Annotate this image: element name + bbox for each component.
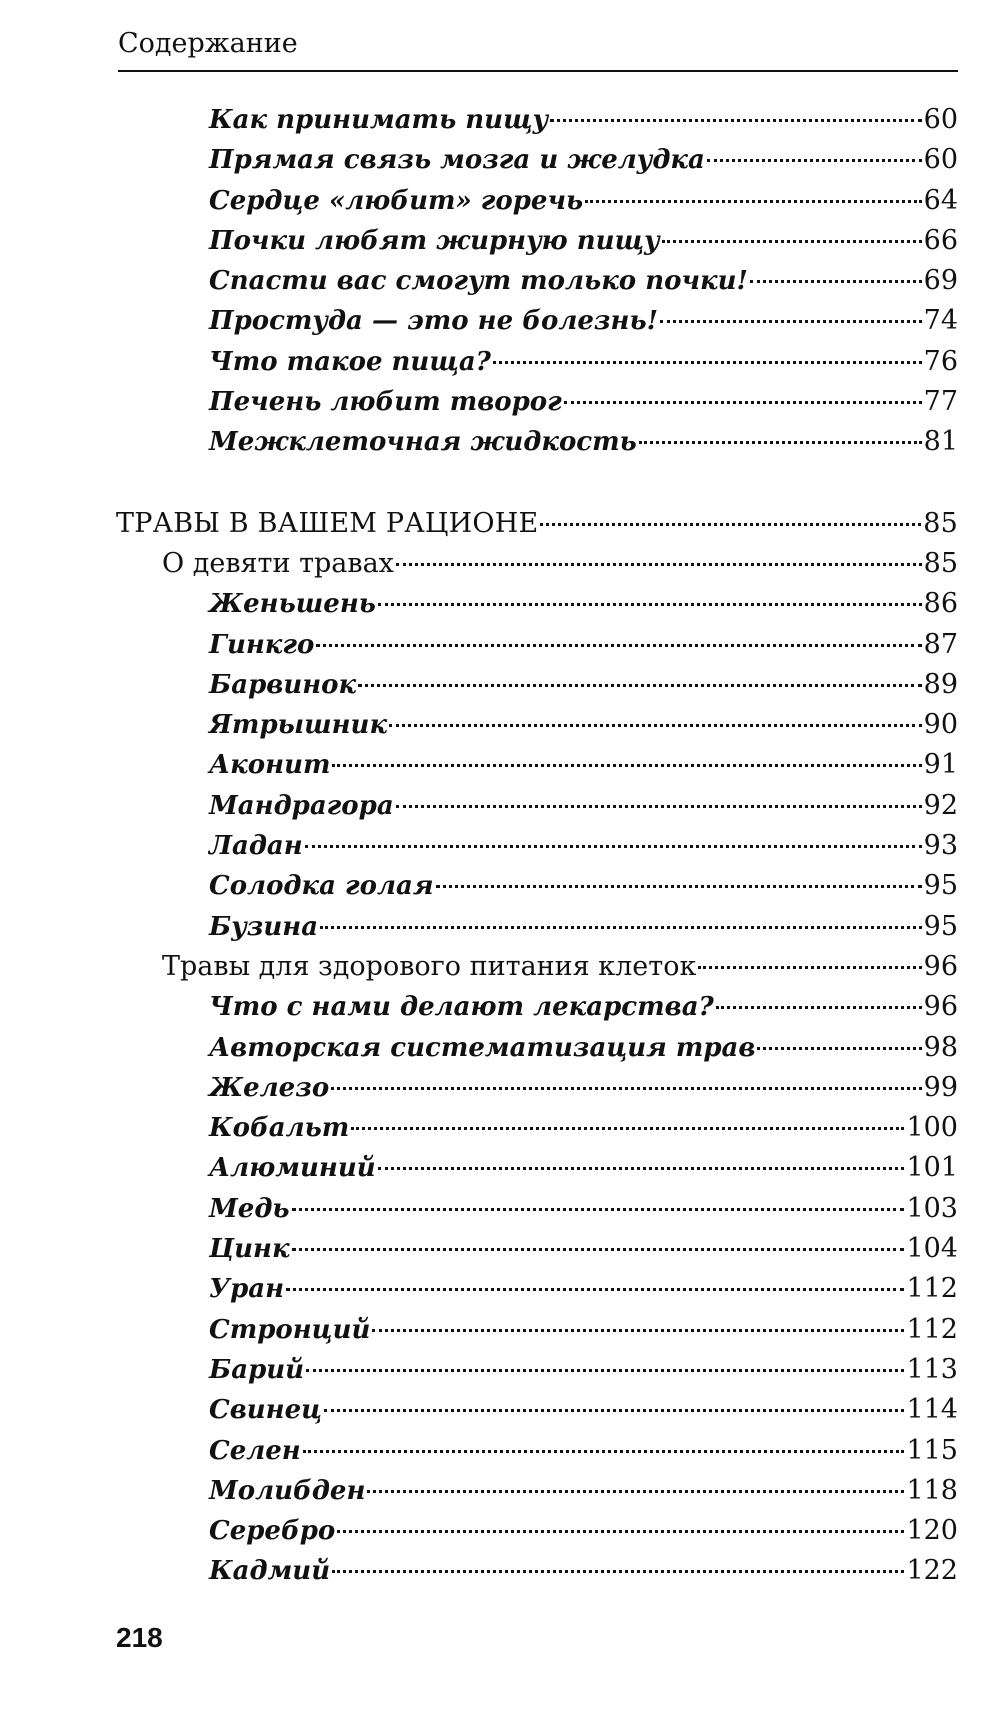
dot-leader [324, 1409, 904, 1412]
toc-entry[interactable] [0, 584, 958, 624]
toc-entry-page: 122 [906, 1555, 958, 1587]
toc-entry-page: 99 [923, 1071, 958, 1103]
toc-entry-page: 92 [923, 789, 958, 821]
dot-leader [750, 280, 922, 283]
toc-entry[interactable] [0, 1350, 958, 1390]
toc-entry[interactable] [0, 1189, 958, 1229]
dot-leader [316, 644, 921, 647]
toc-entry-title: Уран [209, 1274, 285, 1305]
toc-entry-title: Прямая связь мозга и желудка [209, 145, 705, 176]
toc-entry[interactable] [0, 866, 958, 906]
toc-entry-page: 98 [923, 1031, 958, 1063]
dot-leader [707, 159, 922, 162]
toc-entry[interactable] [0, 100, 958, 140]
toc-entry-page: 95 [923, 910, 958, 942]
toc-entry-title: Ладан [209, 831, 303, 862]
toc-entry-title: Печень любит творог [209, 387, 562, 418]
dot-leader [493, 361, 922, 364]
dot-leader [292, 1208, 905, 1211]
toc-entry-title: Молибден [209, 1475, 366, 1506]
toc-entry[interactable] [0, 544, 958, 584]
dot-leader [286, 1288, 904, 1291]
dot-leader [303, 1450, 905, 1453]
header-rule [118, 70, 958, 72]
toc-entry[interactable] [0, 1431, 958, 1471]
toc-entry-page: 66 [923, 224, 958, 256]
toc-entry-page: 74 [923, 305, 958, 337]
dot-leader [306, 1369, 904, 1372]
toc-entry-title: Кобальт [209, 1113, 350, 1144]
toc-entry-page: 60 [923, 104, 958, 135]
toc-entry-page: 87 [923, 628, 958, 660]
toc-entry[interactable] [0, 1511, 958, 1551]
toc-entry[interactable] [0, 1551, 958, 1591]
dot-leader [372, 1329, 904, 1332]
dot-leader [757, 1047, 921, 1050]
toc-entry[interactable] [0, 301, 958, 341]
toc-entry[interactable] [0, 826, 958, 866]
toc-entry[interactable] [0, 1108, 958, 1148]
toc-entry-page: 89 [923, 668, 958, 700]
toc-entry-page: 77 [923, 386, 958, 418]
toc-entry[interactable] [0, 665, 958, 705]
toc-entry-title: ТРАВЫ В ВАШЕМ РАЦИОНЕ [116, 507, 539, 539]
toc-entry-page: 69 [923, 265, 958, 297]
dot-leader [337, 1530, 904, 1533]
toc-entry-page: 96 [923, 991, 958, 1023]
toc-entry-title: Барвинок [209, 669, 357, 700]
toc-entry[interactable] [0, 140, 958, 180]
dot-leader [332, 1570, 904, 1573]
dot-leader [378, 1167, 905, 1170]
toc-entry[interactable] [0, 1068, 958, 1108]
toc-entry-page: 93 [923, 830, 958, 862]
dot-leader [332, 764, 921, 767]
toc-entry-title: Травы для здорового питания клеток [162, 950, 697, 982]
dot-leader [320, 926, 922, 929]
toc-entry-page: 95 [923, 870, 958, 902]
dot-leader [585, 200, 921, 203]
table-of-contents [0, 100, 1000, 1592]
dot-leader [305, 845, 922, 848]
toc-entry-page: 112 [906, 1273, 958, 1305]
dot-leader [331, 1087, 921, 1090]
toc-entry[interactable] [0, 705, 958, 745]
toc-entry[interactable] [0, 786, 958, 826]
toc-entry-title: Почки любят жирную пищу [209, 225, 660, 256]
dot-leader [639, 441, 922, 444]
toc-entry-title: О девяти травах [162, 547, 394, 579]
dot-leader [351, 1127, 904, 1130]
toc-entry-title: Бузина [209, 911, 319, 942]
dot-leader [436, 885, 922, 888]
toc-entry-page: 85 [923, 547, 958, 579]
toc-entry[interactable] [0, 1028, 958, 1068]
toc-entry-title: Кадмий [209, 1556, 331, 1587]
toc-entry[interactable] [0, 1390, 958, 1430]
toc-entry-title: Солодка голая [209, 871, 434, 902]
toc-entry-title: Что такое пища? [209, 346, 491, 377]
toc-entry[interactable] [0, 422, 958, 462]
toc-entry-title: Простуда — это не болезнь! [209, 306, 659, 337]
toc-entry[interactable] [0, 1269, 958, 1309]
toc-entry-title: Сердце «любит» горечь [209, 185, 584, 216]
toc-entry-page: 104 [906, 1233, 958, 1265]
toc-entry-title: Барий [209, 1354, 305, 1385]
toc-entry-page: 86 [923, 588, 958, 620]
toc-entry-title: Мандрагора [209, 790, 394, 821]
toc-entry-title: Железо [209, 1072, 330, 1103]
toc-entry-page: 76 [923, 345, 958, 377]
toc-entry-page: 115 [906, 1434, 958, 1466]
toc-entry[interactable] [0, 261, 958, 301]
toc-entry-title: Как принимать пищу [209, 105, 549, 135]
toc-entry-page: 103 [906, 1192, 958, 1224]
toc-entry-title: Межклеточная жидкость [209, 427, 637, 458]
dot-leader [662, 240, 922, 243]
toc-entry-title: Женьшень [209, 589, 376, 620]
toc-entry-page: 112 [906, 1313, 958, 1345]
dot-leader [358, 684, 922, 687]
toc-entry-page: 96 [923, 950, 958, 982]
toc-entry-title: Медь [209, 1193, 290, 1224]
toc-entry[interactable] [0, 947, 958, 987]
toc-entry-page: 118 [906, 1474, 958, 1506]
toc-entry-title: Гинкго [209, 629, 315, 660]
dot-leader [716, 1006, 922, 1009]
toc-entry-page: 91 [923, 749, 958, 781]
toc-entry[interactable] [0, 907, 958, 947]
toc-entry-title: Селен [209, 1435, 301, 1466]
toc-entry[interactable] [0, 1471, 958, 1511]
toc-entry-title: Серебро [209, 1516, 336, 1547]
toc-entry-page: 64 [923, 184, 958, 216]
dot-leader [564, 401, 922, 404]
toc-section-herbs [0, 504, 1000, 1592]
toc-section-continued [0, 100, 1000, 463]
toc-entry-page: 113 [906, 1353, 958, 1385]
toc-entry-title: Алюминий [209, 1153, 376, 1184]
toc-entry[interactable] [0, 987, 958, 1027]
toc-entry-title: Цинк [209, 1234, 290, 1265]
dot-leader [660, 320, 922, 323]
toc-entry-page: 81 [923, 426, 958, 458]
toc-entry-page: 101 [906, 1152, 958, 1184]
toc-entry-page: 85 [923, 507, 958, 539]
toc-entry[interactable] [0, 1229, 958, 1269]
toc-entry-title: Стронций [209, 1314, 371, 1345]
toc-entry-page: 60 [923, 144, 958, 176]
toc-entry[interactable] [0, 221, 958, 261]
toc-entry-title: Что с нами делают лекарства? [209, 992, 714, 1023]
toc-entry[interactable] [0, 745, 958, 785]
toc-entry-page: 90 [923, 709, 958, 741]
dot-leader [550, 119, 922, 122]
dot-leader [292, 1248, 905, 1251]
toc-entry[interactable] [0, 382, 958, 422]
toc-entry-page: 120 [906, 1515, 958, 1547]
toc-entry[interactable] [0, 625, 958, 665]
toc-entry[interactable] [0, 504, 958, 544]
toc-entry-page: 114 [906, 1394, 958, 1426]
toc-entry-title: Ятрышник [209, 710, 388, 741]
dot-leader [396, 563, 922, 566]
running-header-title: Содержание [118, 28, 298, 59]
toc-entry-title: Свинец [209, 1395, 323, 1426]
dot-leader [540, 523, 921, 526]
dot-leader [378, 603, 922, 606]
dot-leader [698, 966, 921, 969]
dot-leader [396, 805, 922, 808]
toc-entry-title: Авторская систематизация трав [209, 1032, 756, 1063]
dot-leader [389, 724, 922, 727]
toc-entry[interactable] [0, 1310, 958, 1350]
toc-entry[interactable] [0, 1148, 958, 1188]
toc-entry[interactable] [0, 342, 958, 382]
dot-leader [367, 1490, 904, 1493]
toc-entry[interactable] [0, 181, 958, 221]
toc-entry-page: 100 [906, 1112, 958, 1144]
toc-entry-title: Аконит [209, 750, 331, 781]
page-number: 218 [116, 1622, 163, 1653]
toc-entry-title: Спасти вас смогут только почки! [209, 266, 748, 297]
